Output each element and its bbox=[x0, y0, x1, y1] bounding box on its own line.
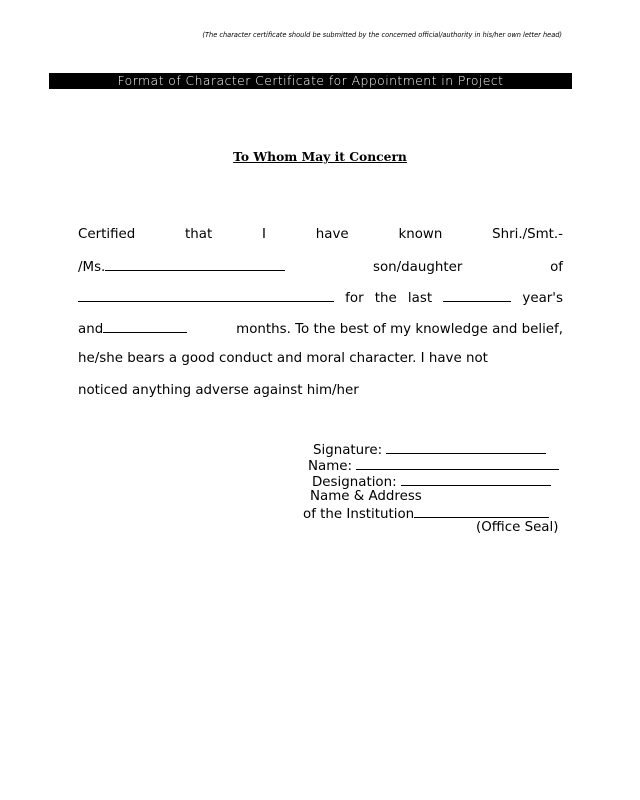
word-ms: /Ms. bbox=[78, 260, 106, 275]
body-line-1 bbox=[78, 225, 563, 245]
institution-blank[interactable] bbox=[414, 505, 549, 518]
body-line-5 bbox=[78, 349, 563, 369]
word-years: year's bbox=[522, 291, 563, 306]
page-title: To Whom May it Concern bbox=[233, 149, 407, 164]
word-son-daughter: son/daughter bbox=[373, 260, 463, 275]
word-have: have bbox=[315, 227, 349, 242]
years-blank[interactable] bbox=[443, 287, 511, 302]
body-line-2 bbox=[78, 256, 563, 276]
months-text: months. To the best of my knowledge and belief, bbox=[236, 322, 563, 337]
institution-label: of the Institution bbox=[303, 507, 415, 522]
conduct-text: he/she bears a good conduct and moral character. I have not bbox=[78, 351, 488, 366]
word-that: that bbox=[185, 227, 213, 242]
office-seal: (Office Seal) bbox=[476, 520, 559, 535]
designation-label: Designation: bbox=[312, 475, 397, 490]
name-blank[interactable] bbox=[356, 457, 559, 470]
body-line-6 bbox=[78, 381, 563, 401]
name-label: Name: bbox=[308, 459, 353, 474]
word-of: of bbox=[550, 260, 563, 275]
signature-label: Signature: bbox=[313, 443, 383, 458]
adverse-text: noticed anything adverse against him/her bbox=[78, 383, 359, 398]
designation-blank[interactable] bbox=[401, 473, 551, 486]
months-blank[interactable] bbox=[103, 318, 187, 333]
person-name-blank[interactable] bbox=[105, 256, 285, 271]
certificate-format-banner: Format of Character Certificate for Appointment in Project bbox=[49, 73, 572, 89]
word-the: the bbox=[374, 291, 397, 306]
word-last: last bbox=[407, 291, 433, 306]
name-address-line bbox=[310, 489, 422, 505]
word-for: for bbox=[345, 291, 364, 306]
name-address-label: Name & Address bbox=[310, 489, 422, 504]
word-certified: Certified bbox=[78, 227, 136, 242]
letterhead-note: (The character certificate should be submitted by the concerned official/authority in his/her own letter head) bbox=[202, 31, 562, 39]
body-line-3 bbox=[78, 287, 563, 307]
word-and: and bbox=[78, 322, 104, 337]
parent-name-blank[interactable] bbox=[78, 287, 334, 302]
word-i: I bbox=[262, 227, 266, 242]
word-known: known bbox=[398, 227, 443, 242]
word-shri-smt: Shri./Smt.- bbox=[492, 227, 563, 242]
body-line-4 bbox=[78, 318, 563, 338]
signature-blank[interactable] bbox=[386, 441, 546, 454]
